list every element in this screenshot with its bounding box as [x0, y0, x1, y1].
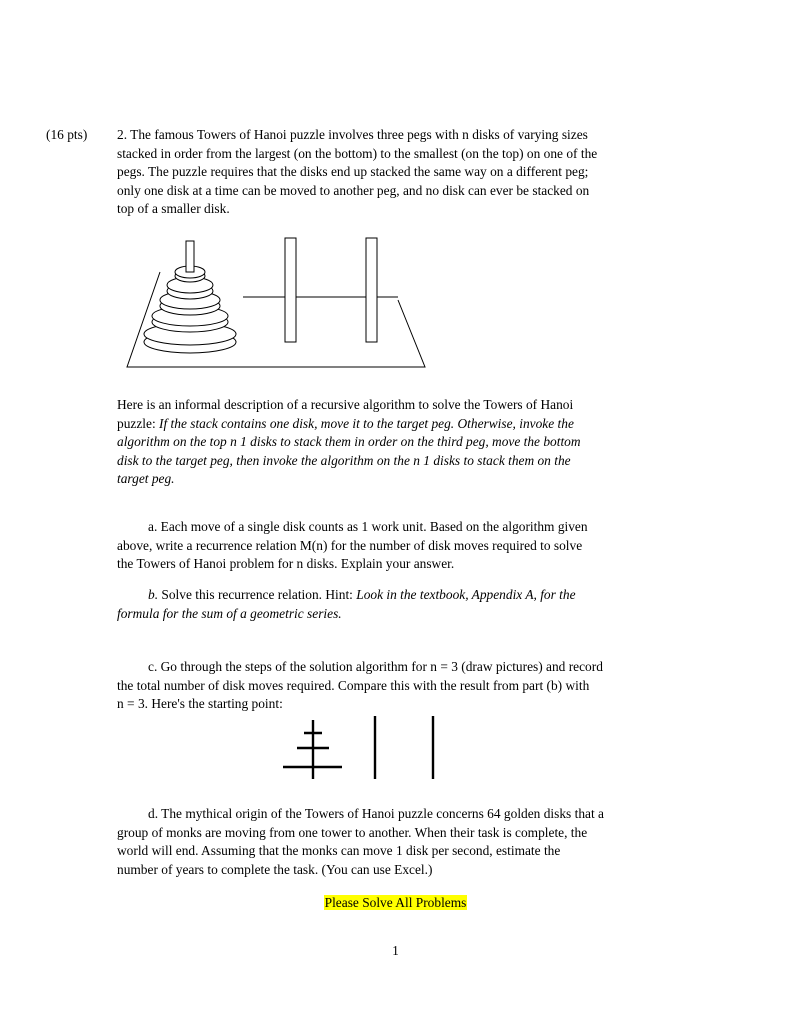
part-d-line: d. The mythical origin of the Towers of Hanoi puzzle concerns 64 golden disks that a	[148, 806, 604, 821]
intro-line: 2. The famous Towers of Hanoi puzzle involves three pegs with n disks of varying sizes	[117, 127, 588, 142]
part-d	[117, 805, 677, 879]
highlight-note: Please Solve All Problems	[324, 895, 467, 910]
intro-line: only one disk at a time can be moved to another peg, and no disk can ever be stacked on	[117, 182, 590, 198]
algorithm-italic: If the stack contains one disk, move it to the target peg. Otherwise, invoke the	[159, 415, 574, 431]
algorithm-prefix: puzzle:	[117, 415, 160, 431]
algorithm-line: target peg.	[117, 471, 175, 487]
intro-line: top of a smaller disk.	[117, 201, 230, 217]
part-b-line: formula for the sum of a geometric series.	[117, 605, 342, 621]
part-c-line: c. Go through the steps of the solution algorithm for n = 3 (draw pictures) and record	[148, 659, 603, 674]
part-a-line: above, write a recurrence relation M(n) for the number of disk moves required to solve	[117, 537, 583, 553]
intro-line: stacked in order from the largest (on the bottom) to the smallest (on the top) on one of the	[117, 145, 598, 161]
part-b-label: b.	[148, 587, 159, 602]
algorithm-line: Here is an informal description of a recursive algorithm to solve the Towers of Hanoi	[117, 397, 574, 412]
intro-line: pegs. The puzzle requires that the disks end up stacked the same way on a different peg;	[117, 164, 589, 180]
page-number: 1	[392, 943, 399, 958]
highlight-note-row	[0, 894, 791, 913]
part-c-line: the total number of disk moves required. Compare this with the result from part (b) with	[117, 677, 590, 693]
part-a-line: the Towers of Hanoi problem for n disks. Explain your answer.	[117, 556, 455, 572]
part-b-text: Solve this recurrence relation. Hint:	[158, 587, 357, 602]
algorithm-line: disk to the target peg, then invoke the algorithm on the n 1 disks to stack them on the	[117, 452, 571, 468]
part-a-line: a. Each move of a single disk counts as 1 work unit. Based on the algorithm given	[148, 519, 588, 534]
points-label: (16 pts)	[46, 127, 88, 142]
part-d-line: group of monks are moving from one tower to another. When their task is complete, the	[117, 824, 588, 840]
part-d-line: number of years to complete the task. (You can use Excel.)	[117, 861, 433, 877]
algorithm-line: algorithm on the top n 1 disks to stack them in order on the third peg, move the bottom	[117, 434, 581, 450]
part-d-line: world will end. Assuming that the monks can move 1 disk per second, estimate the	[117, 843, 561, 859]
part-c-line: n = 3. Here's the starting point:	[117, 696, 283, 712]
part-b-hint: Look in the textbook, Appendix A, for the	[356, 587, 576, 602]
